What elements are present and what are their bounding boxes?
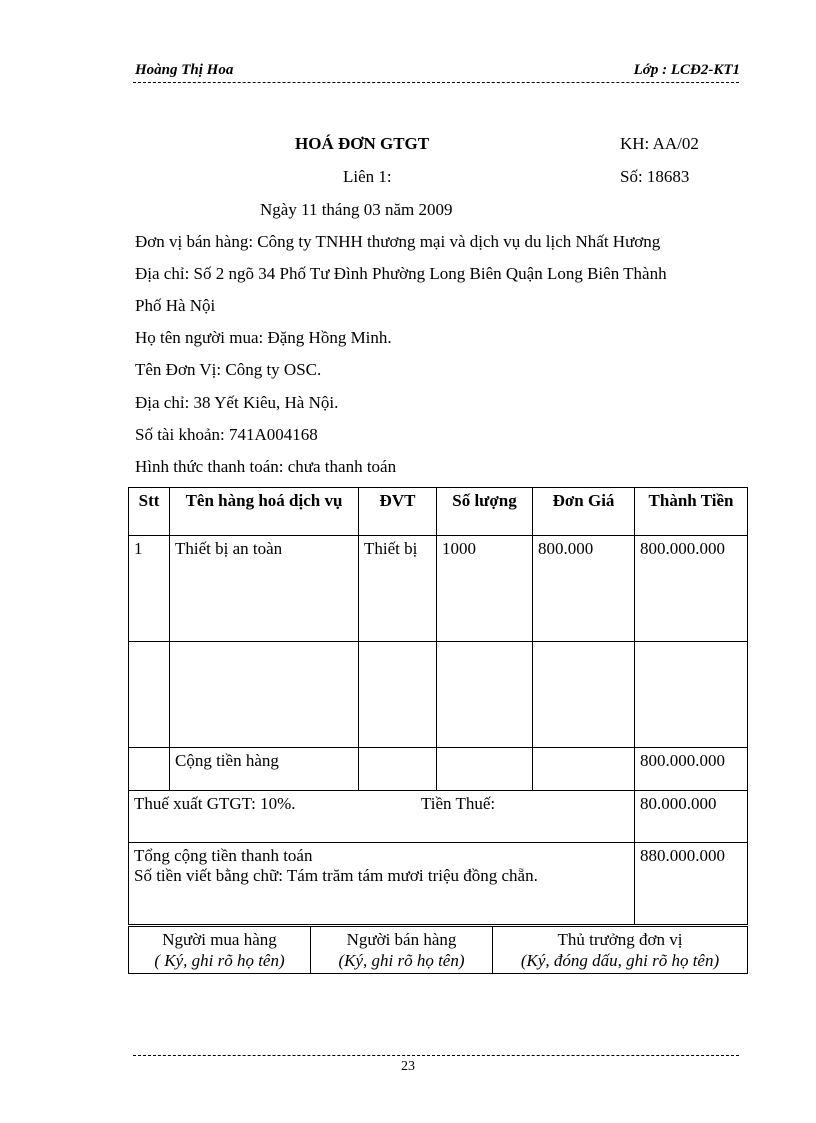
cell-unit: Thiết bị <box>359 536 437 642</box>
page-number: 23 <box>401 1059 415 1074</box>
buyer-address: Địa chỉ: 38 Yết Kiêu, Hà Nội. <box>135 393 339 412</box>
cell-qty: 1000 <box>437 536 533 642</box>
total-row <box>129 843 748 925</box>
table-row-empty <box>129 642 748 748</box>
subtotal-row <box>129 748 748 791</box>
cell-stt: 1 <box>129 536 170 642</box>
table-row <box>129 536 748 642</box>
signature-seller-note: (Ký, ghi rõ họ tên) <box>338 951 465 970</box>
seller-address-line2: Phố Hà Nội <box>135 296 216 315</box>
total-value: 880.000.000 <box>635 843 748 925</box>
signature-buyer-title: Người mua hàng <box>162 930 277 949</box>
signature-director-title: Thủ trưởng đơn vị <box>557 930 683 949</box>
footer-divider <box>133 1055 739 1056</box>
subtotal-label: Cộng tiền hàng <box>170 748 359 791</box>
tax-rate-label: Thuế xuất GTGT: 10%. <box>134 794 296 813</box>
invoice-table <box>128 487 748 925</box>
invoice-number: Số: 18683 <box>620 167 690 186</box>
signature-director-note: (Ký, đóng dấu, ghi rõ họ tên) <box>520 951 720 970</box>
buyer-account: Số tài khoản: 741A004168 <box>135 425 318 444</box>
signature-seller <box>311 927 493 974</box>
signature-table <box>128 926 748 974</box>
col-header-price: Đơn Giá <box>533 488 635 536</box>
signature-buyer-note: ( Ký, ghi rõ họ tên) <box>154 951 285 970</box>
header-class: Lớp : LCĐ2-KT1 <box>633 62 740 78</box>
invoice-title: HOÁ ĐƠN GTGT <box>295 134 430 153</box>
tax-value: 80.000.000 <box>635 791 748 843</box>
buyer-unit: Tên Đơn Vị: Công ty OSC. <box>135 360 322 379</box>
cell-name: Thiết bị an toàn <box>170 536 359 642</box>
col-header-qty: Số lượng <box>437 488 533 536</box>
cell-amount: 800.000.000 <box>635 536 748 642</box>
tax-label: Tiền Thuế: <box>421 794 496 813</box>
total-label: Tổng cộng tiền thanh toán <box>134 846 313 865</box>
invoice-lien: Liên 1: <box>343 167 392 186</box>
buyer-name: Họ tên người mua: Đặng Hồng Minh. <box>135 328 392 347</box>
col-header-amount: Thành Tiền <box>635 488 748 536</box>
signature-buyer <box>129 927 311 974</box>
signature-director <box>493 927 748 974</box>
invoice-kh: KH: AA/02 <box>620 134 699 153</box>
subtotal-value: 800.000.000 <box>635 748 748 791</box>
table-header-row <box>129 488 748 536</box>
seller-name: Đơn vị bán hàng: Công ty TNHH thương mại và dịch vụ du lịch Nhất Hương <box>135 232 661 251</box>
header-author: Hoàng Thị Hoa <box>135 62 234 78</box>
cell-price: 800.000 <box>533 536 635 642</box>
invoice-date: Ngày 11 tháng 03 năm 2009 <box>260 200 453 219</box>
col-header-name: Tên hàng hoá dịch vụ <box>170 488 359 536</box>
signature-seller-title: Người bán hàng <box>346 930 457 949</box>
header-divider <box>133 82 739 83</box>
tax-row <box>129 791 748 843</box>
total-in-words: Số tiền viết bằng chữ: Tám trăm tám mươi triệu đồng chẵn. <box>134 866 538 885</box>
col-header-stt: Stt <box>129 488 170 536</box>
payment-method: Hình thức thanh toán: chưa thanh toán <box>135 457 397 476</box>
col-header-unit: ĐVT <box>359 488 437 536</box>
seller-address-line1: Địa chỉ: Số 2 ngõ 34 Phố Tư Đình Phường Long Biên Quận Long Biên Thành <box>135 264 667 283</box>
